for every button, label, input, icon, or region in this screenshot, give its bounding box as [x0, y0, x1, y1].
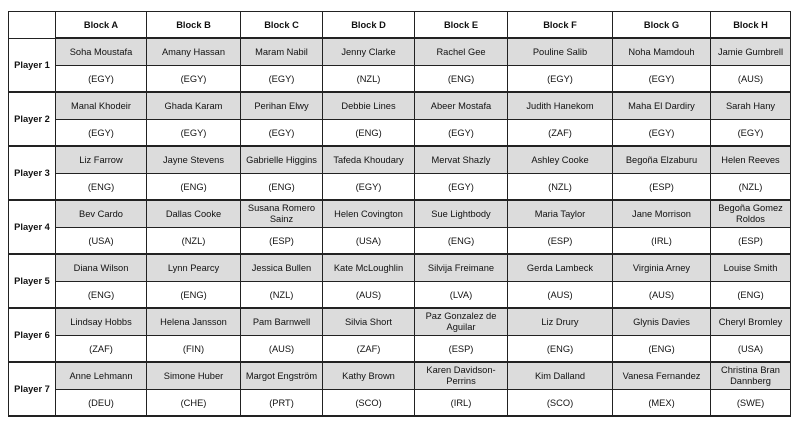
player-country-cell: (EGY)	[711, 120, 791, 147]
player-country-cell: (LVA)	[415, 282, 508, 309]
player-country-cell: (ESP)	[613, 174, 711, 201]
player-name-cell: Manal Khodeir	[56, 92, 147, 120]
player-country-cell: (NZL)	[711, 174, 791, 201]
player-country-cell: (AUS)	[241, 336, 323, 363]
player-name-cell: Susana Romero Sainz	[241, 200, 323, 228]
player-country-cell: (ENG)	[613, 336, 711, 363]
player-country-cell: (ESP)	[711, 228, 791, 255]
player-name-cell: Helena Jansson	[147, 308, 241, 336]
player-name-cell: Sue Lightbody	[415, 200, 508, 228]
player-name-cell: Lindsay Hobbs	[56, 308, 147, 336]
player-country-cell: (ENG)	[323, 120, 415, 147]
header-row	[9, 12, 791, 39]
player-country-cell: (MEX)	[613, 390, 711, 417]
player-name-cell: Kim Dalland	[508, 362, 613, 390]
player-name-cell: Bev Cardo	[56, 200, 147, 228]
player-name-cell: Lynn Pearcy	[147, 254, 241, 282]
block-header-b: Block B	[147, 12, 241, 39]
player-country-cell: (NZL)	[147, 228, 241, 255]
player-name-cell: Helen Reeves	[711, 146, 791, 174]
player-country-cell: (AUS)	[508, 282, 613, 309]
player-row-label: Player 7	[9, 362, 56, 416]
draw-table	[8, 11, 791, 417]
player-country-cell: (EGY)	[508, 66, 613, 93]
player-country-cell: (ENG)	[711, 282, 791, 309]
player-name-cell: Maria Taylor	[508, 200, 613, 228]
player-name-cell: Glynis Davies	[613, 308, 711, 336]
player-country-row	[9, 336, 791, 363]
player-country-cell: (EGY)	[241, 66, 323, 93]
player-country-cell: (ENG)	[56, 282, 147, 309]
player-country-cell: (NZL)	[241, 282, 323, 309]
player-country-cell: (IRL)	[415, 390, 508, 417]
player-name-cell: Debbie Lines	[323, 92, 415, 120]
player-name-cell: Begoña Elzaburu	[613, 146, 711, 174]
player-name-cell: Pouline Salib	[508, 38, 613, 66]
player-country-cell: (ENG)	[147, 174, 241, 201]
player-name-cell: Pam Barnwell	[241, 308, 323, 336]
player-country-cell: (NZL)	[323, 66, 415, 93]
player-name-row	[9, 308, 791, 336]
player-name-cell: Jayne Stevens	[147, 146, 241, 174]
player-name-cell: Perihan Elwy	[241, 92, 323, 120]
player-name-cell: Simone Huber	[147, 362, 241, 390]
player-country-cell: (USA)	[711, 336, 791, 363]
block-header-e: Block E	[415, 12, 508, 39]
player-name-row	[9, 254, 791, 282]
player-country-cell: (EGY)	[56, 120, 147, 147]
player-country-cell: (EGY)	[613, 120, 711, 147]
corner-cell	[9, 12, 56, 39]
player-country-cell: (ZAF)	[56, 336, 147, 363]
player-country-cell: (ESP)	[508, 228, 613, 255]
player-name-cell: Tafeda Khoudary	[323, 146, 415, 174]
player-country-cell: (AUS)	[613, 282, 711, 309]
player-name-cell: Jamie Gumbrell	[711, 38, 791, 66]
player-row-label: Player 6	[9, 308, 56, 362]
player-name-cell: Gabrielle Higgins	[241, 146, 323, 174]
player-name-cell: Judith Hanekom	[508, 92, 613, 120]
player-name-row	[9, 146, 791, 174]
player-country-cell: (DEU)	[56, 390, 147, 417]
player-country-cell: (ENG)	[415, 228, 508, 255]
player-country-cell: (USA)	[323, 228, 415, 255]
player-name-cell: Gerda Lambeck	[508, 254, 613, 282]
player-name-cell: Amany Hassan	[147, 38, 241, 66]
player-country-cell: (EGY)	[323, 174, 415, 201]
player-country-cell: (IRL)	[613, 228, 711, 255]
player-name-row	[9, 92, 791, 120]
player-name-cell: Cheryl Bromley	[711, 308, 791, 336]
player-name-cell: Liz Drury	[508, 308, 613, 336]
player-country-cell: (AUS)	[711, 66, 791, 93]
player-country-cell: (EGY)	[415, 174, 508, 201]
player-country-cell: (EGY)	[613, 66, 711, 93]
player-country-cell: (ZAF)	[323, 336, 415, 363]
player-name-cell: Paz Gonzalez de Aguilar	[415, 308, 508, 336]
player-name-cell: Noha Mamdouh	[613, 38, 711, 66]
block-header-c: Block C	[241, 12, 323, 39]
block-header-h: Block H	[711, 12, 791, 39]
player-country-cell: (NZL)	[508, 174, 613, 201]
player-country-row	[9, 66, 791, 93]
player-name-cell: Mervat Shazly	[415, 146, 508, 174]
player-country-cell: (SCO)	[508, 390, 613, 417]
player-name-cell: Jane Morrison	[613, 200, 711, 228]
player-name-cell: Dallas Cooke	[147, 200, 241, 228]
player-country-cell: (PRT)	[241, 390, 323, 417]
player-country-cell: (ENG)	[147, 282, 241, 309]
player-country-cell: (ENG)	[508, 336, 613, 363]
player-name-cell: Maha El Dardiry	[613, 92, 711, 120]
player-name-cell: Margot Engström	[241, 362, 323, 390]
player-row-label: Player 5	[9, 254, 56, 308]
player-name-cell: Anne Lehmann	[56, 362, 147, 390]
player-row-label: Player 2	[9, 92, 56, 146]
player-country-cell: (EGY)	[147, 66, 241, 93]
player-country-row	[9, 228, 791, 255]
block-header-a: Block A	[56, 12, 147, 39]
player-country-cell: (FIN)	[147, 336, 241, 363]
player-name-cell: Louise Smith	[711, 254, 791, 282]
player-country-cell: (ENG)	[56, 174, 147, 201]
player-country-cell: (EGY)	[415, 120, 508, 147]
player-country-row	[9, 282, 791, 309]
player-name-row	[9, 38, 791, 66]
player-name-cell: Ashley Cooke	[508, 146, 613, 174]
player-country-cell: (ESP)	[241, 228, 323, 255]
player-name-row	[9, 200, 791, 228]
player-name-cell: Silvija Freimane	[415, 254, 508, 282]
player-country-cell: (ZAF)	[508, 120, 613, 147]
player-row-label: Player 1	[9, 38, 56, 92]
player-name-cell: Abeer Mostafa	[415, 92, 508, 120]
player-country-cell: (CHE)	[147, 390, 241, 417]
player-name-cell: Sarah Hany	[711, 92, 791, 120]
player-country-row	[9, 174, 791, 201]
player-country-cell: (EGY)	[241, 120, 323, 147]
player-row-label: Player 3	[9, 146, 56, 200]
player-name-cell: Kate McLoughlin	[323, 254, 415, 282]
player-name-cell: Vanesa Fernandez	[613, 362, 711, 390]
player-country-cell: (SCO)	[323, 390, 415, 417]
player-name-cell: Virginia Arney	[613, 254, 711, 282]
player-name-cell: Maram Nabil	[241, 38, 323, 66]
player-name-cell: Jenny Clarke	[323, 38, 415, 66]
player-name-cell: Christina Bran Dannberg	[711, 362, 791, 390]
player-name-cell: Rachel Gee	[415, 38, 508, 66]
player-country-cell: (ENG)	[241, 174, 323, 201]
player-name-cell: Soha Moustafa	[56, 38, 147, 66]
player-name-cell: Liz Farrow	[56, 146, 147, 174]
player-country-cell: (EGY)	[147, 120, 241, 147]
player-country-cell: (AUS)	[323, 282, 415, 309]
player-country-row	[9, 120, 791, 147]
player-row-label: Player 4	[9, 200, 56, 254]
player-name-cell: Helen Covington	[323, 200, 415, 228]
block-header-d: Block D	[323, 12, 415, 39]
player-name-cell: Kathy Brown	[323, 362, 415, 390]
player-country-cell: (ENG)	[415, 66, 508, 93]
player-name-row	[9, 362, 791, 390]
player-name-cell: Jessica Bullen	[241, 254, 323, 282]
player-country-row	[9, 390, 791, 417]
draw-table-container	[8, 11, 791, 417]
block-header-g: Block G	[613, 12, 711, 39]
player-name-cell: Silvia Short	[323, 308, 415, 336]
player-name-cell: Begoña Gomez Roldos	[711, 200, 791, 228]
block-header-f: Block F	[508, 12, 613, 39]
player-country-cell: (EGY)	[56, 66, 147, 93]
player-country-cell: (ESP)	[415, 336, 508, 363]
player-name-cell: Karen Davidson-Perrins	[415, 362, 508, 390]
player-name-cell: Ghada Karam	[147, 92, 241, 120]
player-country-cell: (USA)	[56, 228, 147, 255]
table-body	[9, 38, 791, 416]
player-country-cell: (SWE)	[711, 390, 791, 417]
player-name-cell: Diana Wilson	[56, 254, 147, 282]
